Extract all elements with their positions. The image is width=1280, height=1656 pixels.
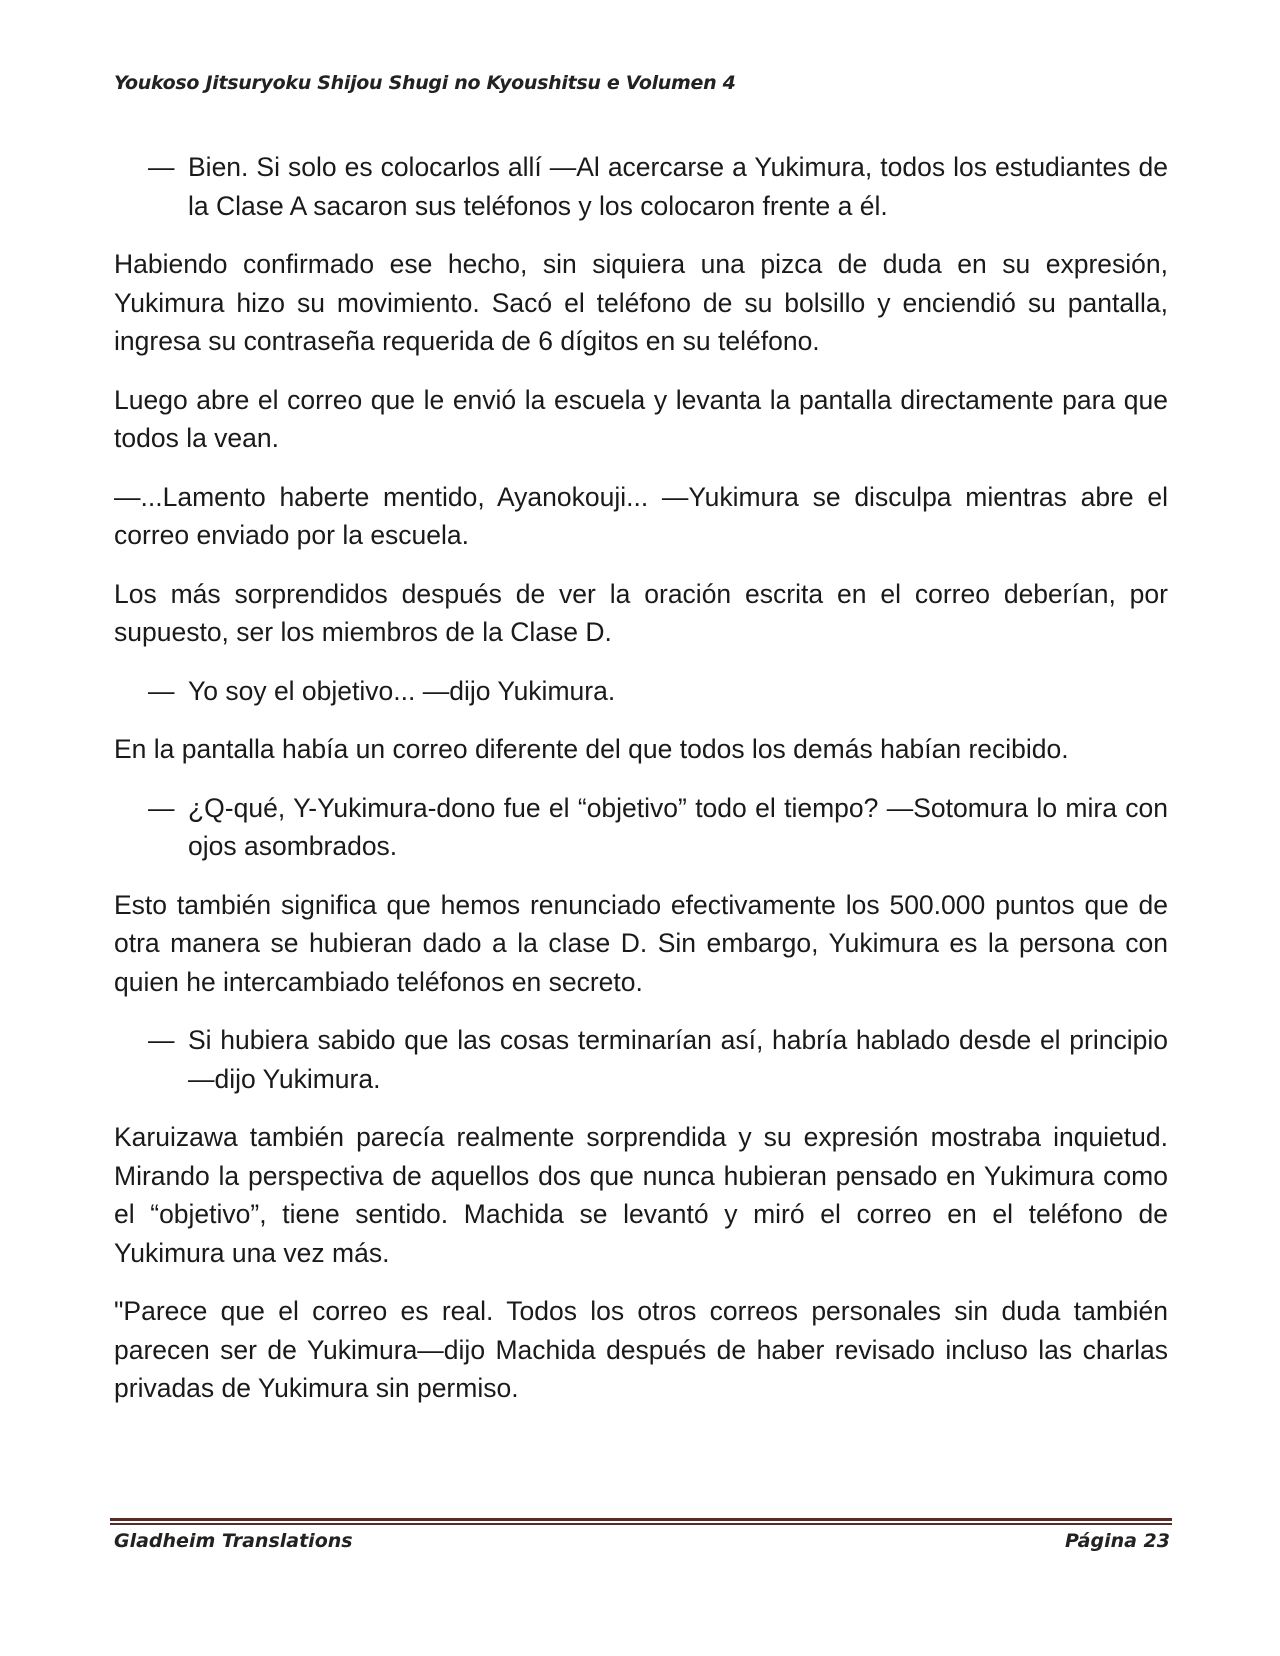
paragraph: Los más sorprendidos después de ver la oración escrita en el correo deberían, por supuesto, ser los miembros de la Clase D. (114, 578, 1168, 647)
footer-publisher: Gladheim Translations (114, 1530, 353, 1552)
page-body (114, 148, 1168, 1428)
paragraph: En la pantalla había un correo diferente del que todos los demás habían recibido. (114, 734, 1069, 764)
dialogue-dash: — (148, 152, 175, 182)
dialogue-dash: — (148, 792, 175, 823)
dialogue-dash: — (148, 675, 175, 706)
paragraph: "Parece que el correo es real. Todos los otros correos personales sin duda también parecen ser de Yukimura—dijo Machida después de haber revisado incluso las charlas privadas de Yukimura sin permiso. (114, 1296, 1168, 1403)
dialogue-line (114, 148, 1168, 225)
footer-divider-thin (110, 1523, 1172, 1525)
paragraph: Luego abre el correo que le envió la escuela y levanta la pantalla directamente para que todos la vean. (114, 384, 1168, 453)
footer-divider (110, 1518, 1172, 1526)
paragraph: —...Lamento haberte mentido, Ayanokouji... —Yukimura se disculpa mientras abre el correo enviado por la escuela. (114, 481, 1168, 550)
dialogue-text: ¿Q-qué, Y-Yukimura-dono fue el “objetivo” todo el tiempo? —Sotomura lo mira con ojos asombrados. (188, 792, 1168, 861)
footer-page-number: Página 23 (1064, 1530, 1170, 1552)
page-header-title: Youkoso Jitsuryoku Shijou Shugi no Kyoushitsu e Volumen 4 (114, 72, 736, 94)
footer-divider-thick (110, 1518, 1172, 1521)
dialogue-line (114, 672, 1168, 711)
paragraph: Habiendo confirmado ese hecho, sin siquiera una pizca de duda en su expresión, Yukimura hizo su movimiento. Sacó el teléfono de su bolsillo y enciendió su pantalla, ingresa su contraseña requerida de 6 dígitos en su teléfono. (114, 249, 1168, 356)
dialogue-line (114, 1021, 1168, 1098)
dialogue-text: Bien. Si solo es colocarlos allí —Al acercarse a Yukimura, todos los estudiantes de la Clase A sacaron sus teléfonos y los colocaron frente a él. (188, 152, 1168, 221)
dialogue-text: Yo soy el objetivo... —dijo Yukimura. (188, 675, 616, 706)
dialogue-line (114, 789, 1168, 866)
dialogue-dash: — (148, 1025, 175, 1055)
paragraph: Esto también significa que hemos renunciado efectivamente los 500.000 puntos que de otra manera se hubieran dado a la clase D. Sin embargo, Yukimura es la persona con quien he intercambiado teléfonos en secreto. (114, 889, 1168, 997)
dialogue-text: Si hubiera sabido que las cosas terminarían así, habría hablado desde el principio —dijo Yukimura. (188, 1025, 1168, 1094)
paragraph: Karuizawa también parecía realmente sorprendida y su expresión mostraba inquietud. Mirando la perspectiva de aquellos dos que nunca hubieran pensado en Yukimura como el “objetivo”, tiene sentido. Machida se levantó y miró el correo en el teléfono de Yukimura una vez más. (114, 1122, 1168, 1268)
